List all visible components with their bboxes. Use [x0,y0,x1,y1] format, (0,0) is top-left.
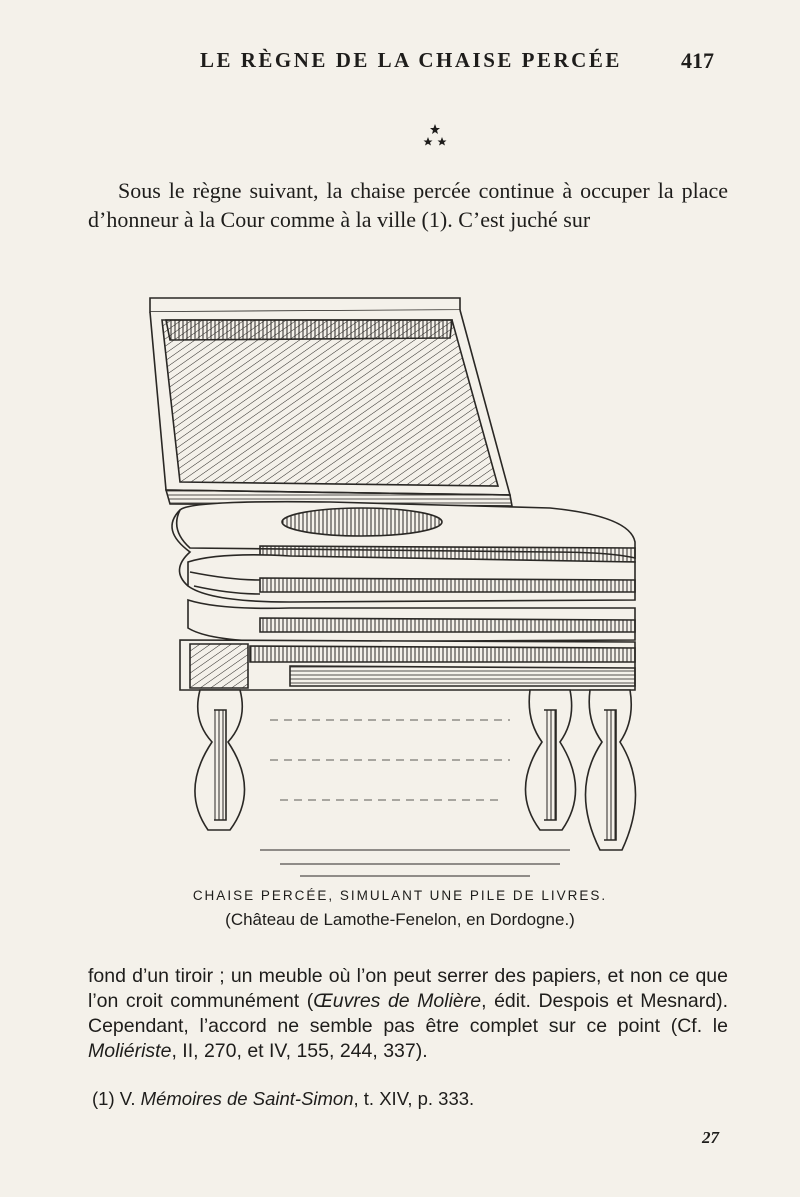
page-header [0,48,800,78]
footnote-reference: , t. XIV, p. 333. [353,1088,475,1109]
asterism-icon [420,122,450,152]
chaise-percee-engraving [130,290,650,880]
footnote-title: Mémoires de Saint-Simon [140,1088,354,1109]
continuation-text-1: fond d’un tiroir ; un meuble où l’on peut serrer des papiers, et non ce que l’on croit communément ( [88,965,728,1012]
continuation-text-3: , II, 270, et IV, 155, 244, 337). [171,1040,428,1062]
figure-caption-title: CHAISE PERCÉE, SIMULANT UNE PILE DE LIVRES. [192,888,608,903]
page-number: 417 [681,48,714,73]
continuation-paragraph [88,964,728,1064]
running-title: LE RÈGNE DE LA CHAISE PERCÉE [200,48,622,72]
signature-mark: 27 [702,1128,719,1147]
footnote-marker: (1) V. [92,1088,136,1109]
work-title-oeuvres: Œuvres de Molière [313,990,482,1012]
continuation-text-2: , édit. Despois et Mesnard). Cependant, l’accord ne semble pas être complet sur ce point (Cf. le [88,990,728,1037]
figure-caption-location: (Château de Lamothe-Fenelon, en Dordogne.) [225,910,575,929]
work-title-molieriste: Moliériste [88,1040,172,1062]
intro-paragraph: Sous le règne suivant, la chaise percée continue à occuper la place d’honneur à la Cour comme à la ville (1). C’est juché sur [88,178,728,232]
footnote [92,1088,732,1110]
